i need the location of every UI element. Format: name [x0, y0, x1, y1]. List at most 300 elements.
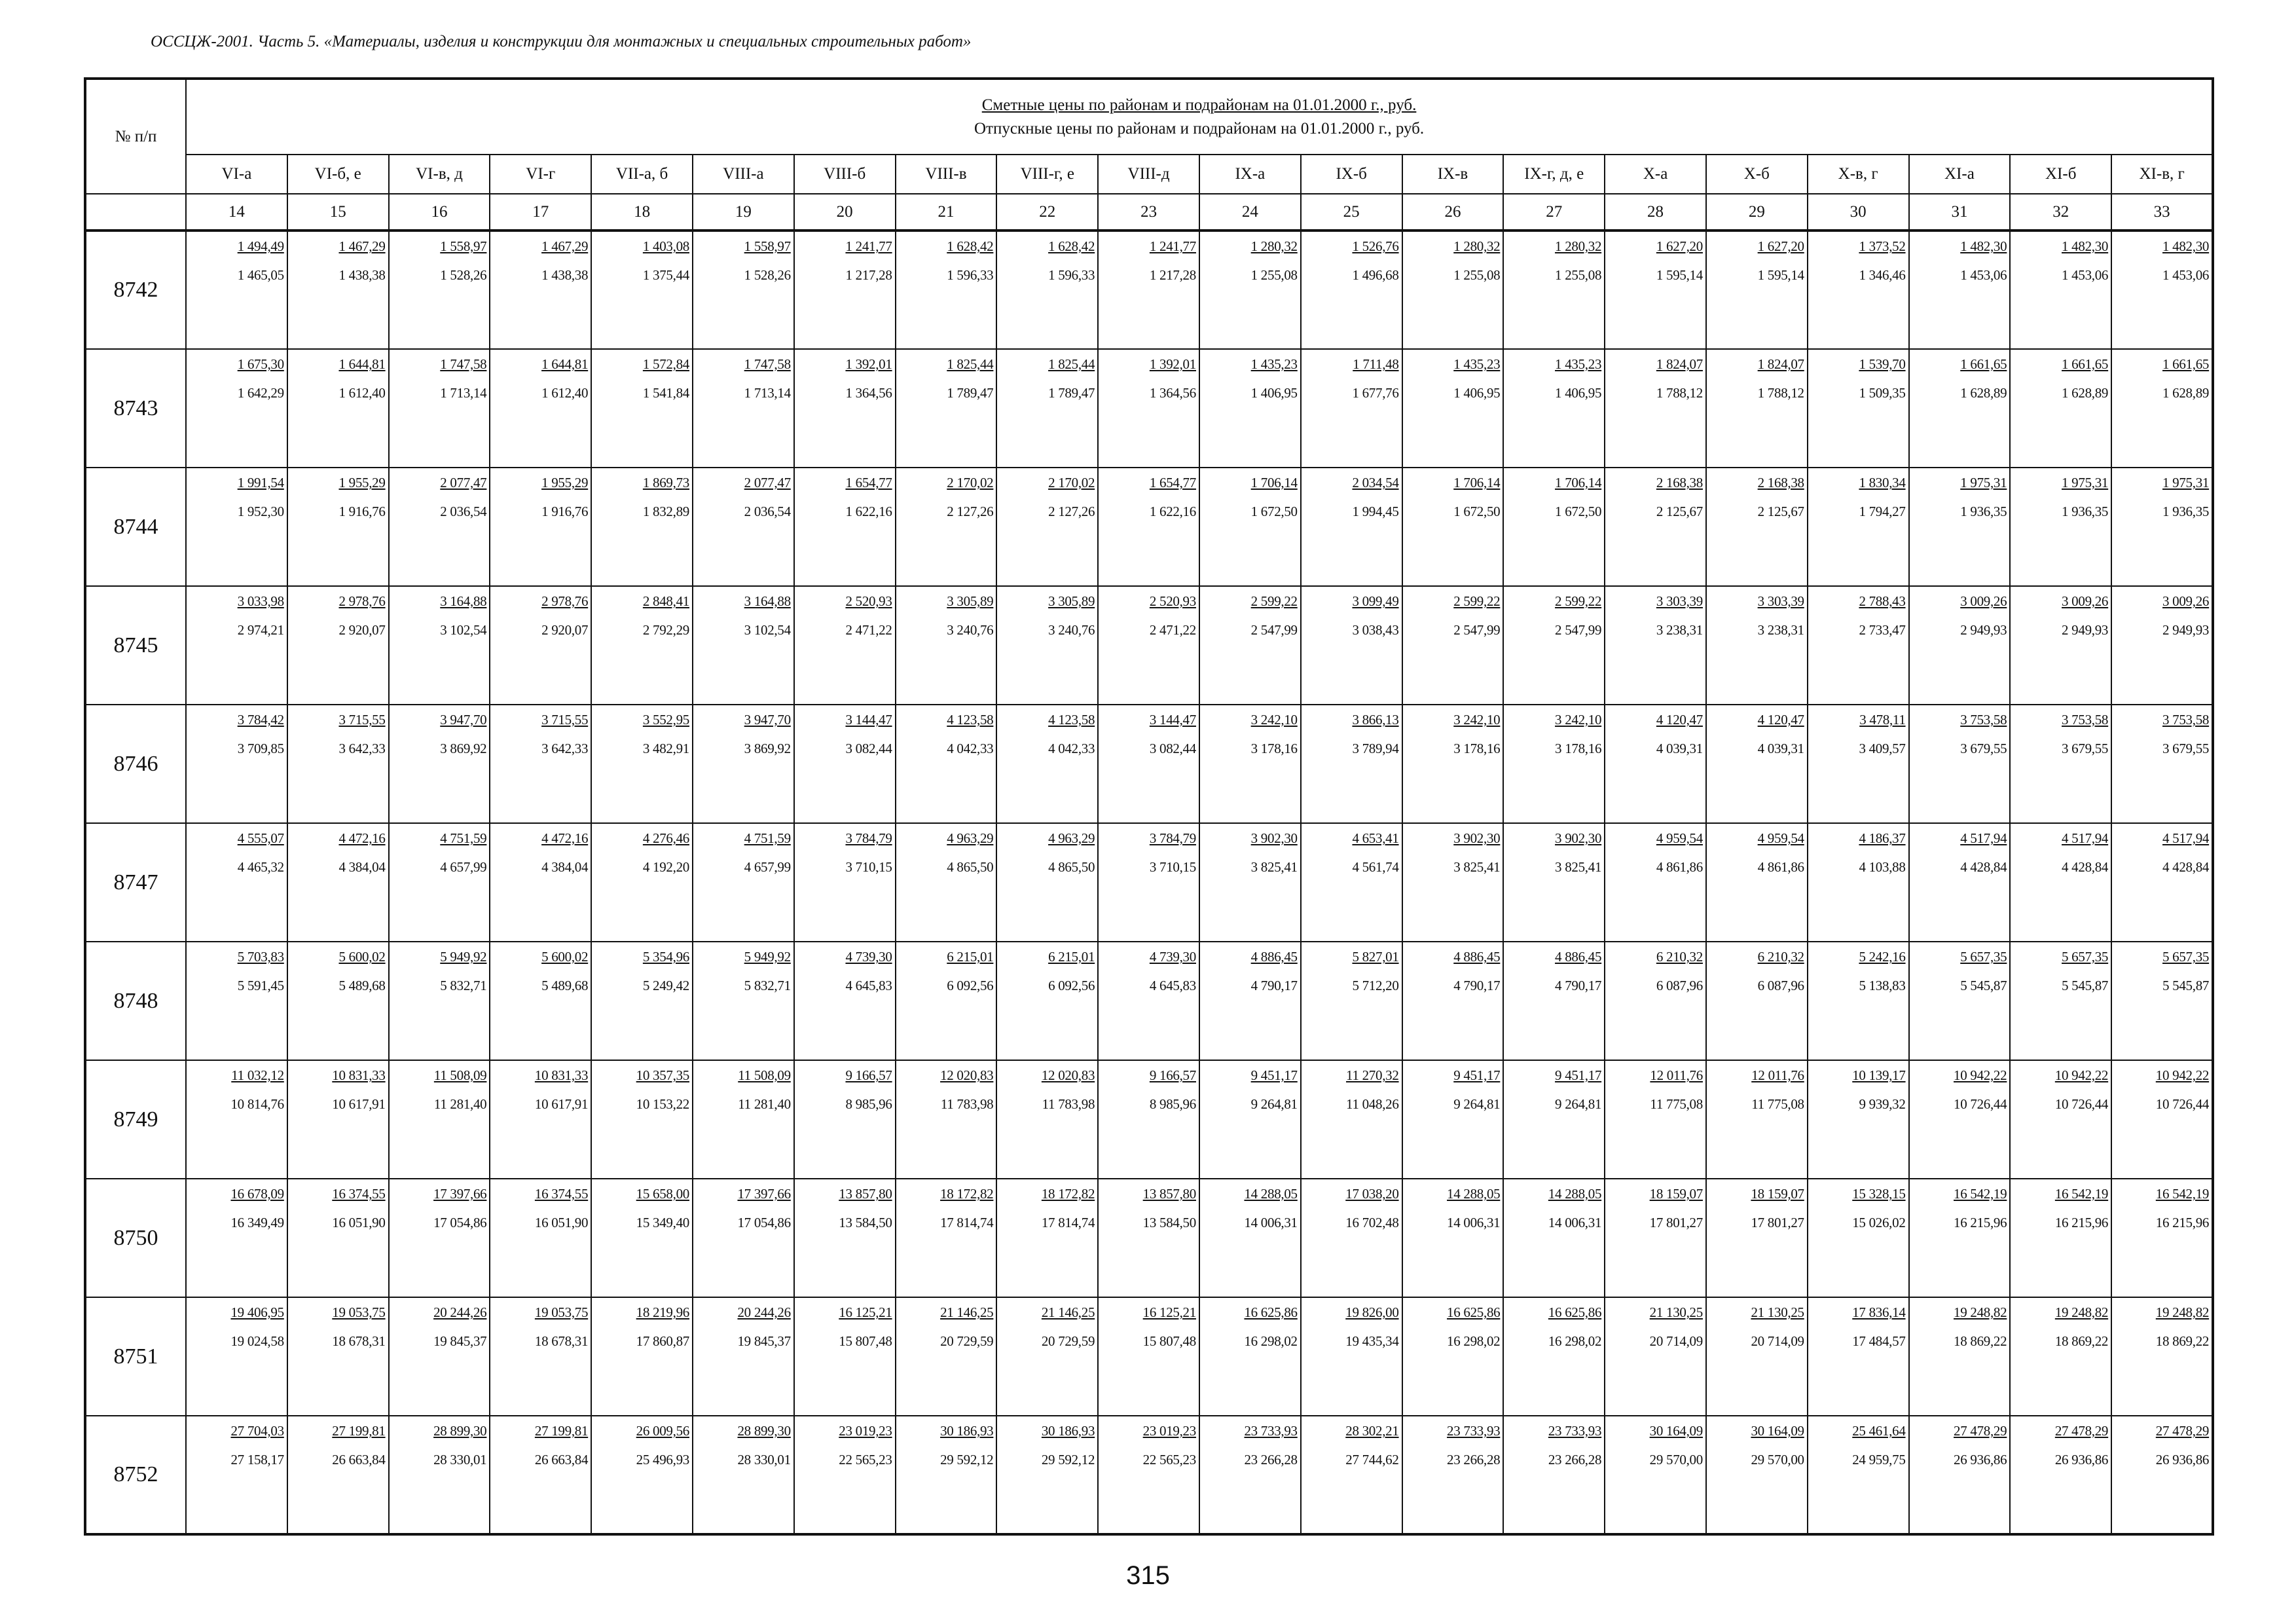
price-cell — [996, 1179, 1098, 1297]
region-header: VI-а — [186, 155, 287, 194]
estimate-price: 16 125,21 — [1142, 1304, 1196, 1320]
price-cell — [794, 468, 896, 586]
release-price: 15 807,48 — [839, 1333, 892, 1349]
price-cell — [896, 1060, 997, 1179]
column-number: 30 — [1808, 194, 1909, 231]
price-cell — [389, 468, 490, 586]
price-cell — [490, 586, 591, 705]
release-price: 1 788,12 — [1757, 385, 1804, 401]
release-price: 9 264,81 — [1453, 1096, 1501, 1112]
release-price: 26 936,86 — [2054, 1452, 2109, 1467]
estimate-price: 1 711,48 — [1353, 356, 1399, 372]
release-price: 5 489,68 — [338, 978, 386, 993]
estimate-price: 20 244,26 — [433, 1304, 487, 1320]
column-numbers-row — [85, 194, 2213, 231]
price-cell — [591, 942, 693, 1060]
release-price: 1 217,28 — [1149, 267, 1196, 283]
release-price: 18 869,22 — [2054, 1333, 2109, 1349]
price-cell — [996, 1416, 1098, 1534]
estimate-price: 10 831,33 — [534, 1067, 589, 1083]
price-cell — [693, 823, 794, 942]
column-number: 31 — [1909, 194, 2011, 231]
price-cell — [896, 586, 997, 705]
estimate-price: 17 397,66 — [433, 1186, 487, 1202]
price-cell — [1808, 823, 1909, 942]
release-price: 4 039,31 — [1757, 741, 1804, 756]
release-price: 3 679,55 — [1960, 741, 2007, 756]
price-cell — [1199, 349, 1301, 468]
release-price: 22 565,23 — [1142, 1452, 1196, 1467]
estimate-price: 1 494,49 — [237, 238, 284, 254]
price-cell — [186, 705, 287, 823]
release-price: 3 038,43 — [1352, 622, 1399, 638]
price-cell — [1909, 1297, 2011, 1416]
price-cell — [287, 231, 389, 349]
release-price: 11 281,40 — [738, 1096, 791, 1112]
price-cell — [186, 586, 287, 705]
region-header: VIII-а — [693, 155, 794, 194]
price-cell — [794, 823, 896, 942]
release-price: 19 435,34 — [1345, 1333, 1399, 1349]
table-row — [85, 705, 2213, 823]
release-price: 13 584,50 — [839, 1215, 892, 1230]
estimate-price: 1 435,23 — [1250, 356, 1298, 372]
price-cell — [389, 823, 490, 942]
rownum-header: № п/п — [85, 79, 186, 194]
release-price: 17 054,86 — [433, 1215, 487, 1230]
price-cell — [1605, 349, 1706, 468]
release-price: 4 645,83 — [845, 978, 892, 993]
estimate-price: 5 949,92 — [744, 949, 791, 965]
price-cell — [996, 231, 1098, 349]
release-price: 15 026,02 — [1852, 1215, 1906, 1230]
estimate-price: 15 658,00 — [636, 1186, 689, 1202]
price-cell — [186, 349, 287, 468]
release-price: 2 920,07 — [541, 622, 589, 638]
column-number: 15 — [287, 194, 389, 231]
region-header: IX-г, д, е — [1503, 155, 1605, 194]
estimate-price: 5 600,02 — [541, 949, 589, 965]
release-price: 1 628,89 — [2162, 385, 2210, 401]
estimate-price: 19 248,82 — [2155, 1304, 2210, 1320]
release-price: 1 642,29 — [237, 385, 284, 401]
release-price: 3 178,16 — [1453, 741, 1501, 756]
estimate-price: 30 186,93 — [1041, 1423, 1095, 1439]
release-price: 10 617,91 — [534, 1096, 589, 1112]
release-price: 1 406,95 — [1250, 385, 1298, 401]
price-cell — [1301, 942, 1402, 1060]
estimate-price: 1 955,29 — [338, 475, 386, 490]
price-cell — [1909, 1060, 2011, 1179]
estimate-price: 5 949,92 — [440, 949, 487, 965]
price-cell — [186, 1416, 287, 1534]
price-cell — [1706, 823, 1808, 942]
release-price: 3 238,31 — [1656, 622, 1703, 638]
table-row — [85, 942, 2213, 1060]
estimate-price: 3 478,11 — [1859, 712, 1906, 728]
release-price: 3 825,41 — [1250, 859, 1298, 875]
estimate-price: 4 751,59 — [744, 830, 791, 846]
colnum-empty — [85, 194, 186, 231]
release-price: 10 617,91 — [332, 1096, 386, 1112]
price-cell — [1503, 823, 1605, 942]
price-cell — [389, 1060, 490, 1179]
estimate-price: 2 848,41 — [642, 593, 689, 609]
price-cell — [1909, 586, 2011, 705]
estimate-price: 4 886,45 — [1453, 949, 1501, 965]
release-price: 1 528,26 — [744, 267, 791, 283]
price-cell — [1605, 1179, 1706, 1297]
estimate-price: 1 558,97 — [440, 238, 487, 254]
table-row — [85, 468, 2213, 586]
release-price: 4 657,99 — [744, 859, 791, 875]
release-price: 1 255,08 — [1250, 267, 1298, 283]
column-number: 24 — [1199, 194, 1301, 231]
release-price: 29 570,00 — [1649, 1452, 1703, 1467]
release-price: 2 125,67 — [1757, 504, 1804, 519]
release-price: 2 125,67 — [1656, 504, 1703, 519]
estimate-price: 16 374,55 — [332, 1186, 386, 1202]
price-cell — [896, 1416, 997, 1534]
price-cell — [591, 705, 693, 823]
estimate-price: 6 215,01 — [1048, 949, 1095, 965]
release-price: 4 790,17 — [1555, 978, 1602, 993]
column-number: 18 — [591, 194, 693, 231]
release-price: 10 153,22 — [636, 1096, 689, 1112]
release-price: 1 789,47 — [947, 385, 994, 401]
price-cell — [896, 823, 997, 942]
release-price: 3 789,94 — [1352, 741, 1399, 756]
estimate-price: 2 170,02 — [1048, 475, 1095, 490]
price-cell — [896, 1297, 997, 1416]
estimate-price: 27 478,29 — [2155, 1423, 2210, 1439]
release-price: 3 679,55 — [2062, 741, 2109, 756]
estimate-price: 16 374,55 — [534, 1186, 589, 1202]
column-number: 22 — [996, 194, 1098, 231]
price-cell — [490, 1297, 591, 1416]
estimate-price: 1 975,31 — [2162, 475, 2210, 490]
price-cell — [1098, 705, 1199, 823]
price-cell — [693, 586, 794, 705]
estimate-price: 1 558,97 — [744, 238, 791, 254]
price-cell — [996, 823, 1098, 942]
release-price: 1 916,76 — [541, 504, 589, 519]
release-price: 2 949,93 — [1960, 622, 2007, 638]
price-cell — [693, 1416, 794, 1534]
price-cell — [896, 468, 997, 586]
price-cell — [389, 942, 490, 1060]
region-header: IX-б — [1301, 155, 1402, 194]
estimate-price: 3 552,95 — [642, 712, 689, 728]
price-cell — [1301, 1179, 1402, 1297]
release-price: 23 266,28 — [1244, 1452, 1298, 1467]
price-cell — [693, 942, 794, 1060]
release-price: 10 726,44 — [2054, 1096, 2109, 1112]
release-price: 1 612,40 — [338, 385, 386, 401]
release-price: 24 959,75 — [1852, 1452, 1906, 1467]
estimate-price: 1 467,29 — [338, 238, 386, 254]
release-price: 14 006,31 — [1244, 1215, 1298, 1230]
price-cell — [2010, 823, 2111, 942]
estimate-price: 4 751,59 — [440, 830, 487, 846]
page-number: 315 — [1126, 1561, 1170, 1590]
estimate-price: 2 170,02 — [947, 475, 994, 490]
estimate-price: 12 020,83 — [1041, 1067, 1095, 1083]
estimate-price: 4 472,16 — [338, 830, 386, 846]
release-price: 5 591,45 — [237, 978, 284, 993]
release-price: 3 869,92 — [440, 741, 487, 756]
release-price: 4 428,84 — [1960, 859, 2007, 875]
price-cell — [2010, 349, 2111, 468]
estimate-price: 1 627,20 — [1757, 238, 1804, 254]
price-cell — [1199, 1060, 1301, 1179]
price-cell — [1301, 823, 1402, 942]
estimate-price: 3 009,26 — [2162, 593, 2210, 609]
release-price: 11 783,98 — [940, 1096, 994, 1112]
table-row — [85, 231, 2213, 349]
price-cell — [1402, 468, 1504, 586]
estimate-price: 9 451,17 — [1250, 1067, 1298, 1083]
region-header: VIII-г, е — [996, 155, 1098, 194]
price-cell — [1808, 705, 1909, 823]
release-price: 1 916,76 — [338, 504, 386, 519]
price-cell — [1098, 1297, 1199, 1416]
price-cell — [1605, 586, 1706, 705]
release-price: 1 496,68 — [1352, 267, 1399, 283]
release-price: 8 985,96 — [1149, 1096, 1196, 1112]
release-price: 1 936,35 — [2162, 504, 2210, 519]
row-number: 8748 — [85, 942, 186, 1060]
estimate-price: 3 784,79 — [845, 830, 892, 846]
estimate-price: 1 661,65 — [1960, 356, 2007, 372]
release-price: 4 103,88 — [1859, 859, 1906, 875]
price-cell — [1098, 942, 1199, 1060]
release-price: 4 790,17 — [1453, 978, 1501, 993]
price-cell — [693, 1179, 794, 1297]
estimate-price: 3 305,89 — [1048, 593, 1095, 609]
estimate-price: 23 733,93 — [1548, 1423, 1602, 1439]
estimate-price: 1 706,14 — [1555, 475, 1602, 490]
estimate-price: 2 978,76 — [541, 593, 589, 609]
release-price: 1 453,06 — [2062, 267, 2109, 283]
estimate-price: 1 482,30 — [2062, 238, 2109, 254]
estimate-price: 21 130,25 — [1649, 1304, 1703, 1320]
price-cell — [1503, 586, 1605, 705]
release-price: 1 406,95 — [1555, 385, 1602, 401]
price-cell — [591, 231, 693, 349]
price-cell — [186, 1179, 287, 1297]
region-header: XI-а — [1909, 155, 2011, 194]
price-cell — [1402, 823, 1504, 942]
price-cell — [1199, 586, 1301, 705]
release-price: 4 861,86 — [1656, 859, 1703, 875]
release-price: 4 561,74 — [1352, 859, 1399, 875]
release-price: 3 240,76 — [947, 622, 994, 638]
estimate-price: 3 902,30 — [1453, 830, 1501, 846]
price-cell — [1909, 705, 2011, 823]
price-cell — [591, 349, 693, 468]
estimate-price: 13 857,80 — [1142, 1186, 1196, 1202]
price-cell — [1706, 1416, 1808, 1534]
release-price: 27 744,62 — [1345, 1452, 1399, 1467]
estimate-price: 3 715,55 — [541, 712, 589, 728]
release-price: 1 952,30 — [237, 504, 284, 519]
release-price: 5 712,20 — [1352, 978, 1399, 993]
estimate-price: 1 435,23 — [1453, 356, 1501, 372]
price-cell — [1402, 1179, 1504, 1297]
release-price: 18 869,22 — [1954, 1333, 2007, 1349]
estimate-price: 16 542,19 — [2054, 1186, 2109, 1202]
price-cell — [287, 942, 389, 1060]
release-price: 15 807,48 — [1142, 1333, 1196, 1349]
estimate-price: 10 942,22 — [2155, 1067, 2210, 1083]
release-price: 1 677,76 — [1352, 385, 1399, 401]
estimate-price: 2 978,76 — [338, 593, 386, 609]
release-price: 2 733,47 — [1859, 622, 1906, 638]
price-cell — [287, 586, 389, 705]
estimate-price: 4 186,37 — [1859, 830, 1906, 846]
release-price: 2 036,54 — [440, 504, 487, 519]
price-cell — [794, 1297, 896, 1416]
release-price: 3 482,91 — [642, 741, 689, 756]
estimate-price: 2 168,38 — [1757, 475, 1804, 490]
estimate-price: 5 657,35 — [2162, 949, 2210, 965]
table-title-cell — [186, 79, 2213, 155]
estimate-price: 1 241,77 — [845, 238, 892, 254]
price-cell — [1199, 705, 1301, 823]
estimate-price: 4 120,47 — [1757, 712, 1804, 728]
estimate-price: 2 788,43 — [1859, 593, 1906, 609]
release-price: 1 453,06 — [1960, 267, 2007, 283]
price-cell — [1909, 942, 2011, 1060]
estimate-price: 2 599,22 — [1555, 593, 1602, 609]
row-number: 8747 — [85, 823, 186, 942]
estimate-price: 4 120,47 — [1656, 712, 1703, 728]
release-price: 1 375,44 — [642, 267, 689, 283]
release-price: 2 547,99 — [1453, 622, 1501, 638]
price-cell — [1402, 705, 1504, 823]
estimate-price: 4 959,54 — [1757, 830, 1804, 846]
estimate-price: 4 517,94 — [1960, 830, 2007, 846]
price-cell — [1301, 1060, 1402, 1179]
release-price: 6 092,56 — [1048, 978, 1095, 993]
estimate-price: 3 753,58 — [2062, 712, 2109, 728]
release-price: 2 127,26 — [947, 504, 994, 519]
price-cell — [2010, 1179, 2111, 1297]
estimate-price: 1 482,30 — [2162, 238, 2210, 254]
release-price: 5 545,87 — [2162, 978, 2210, 993]
estimate-price: 13 857,80 — [839, 1186, 892, 1202]
release-price: 1 255,08 — [1555, 267, 1602, 283]
price-cell — [591, 586, 693, 705]
region-header: XI-в, г — [2111, 155, 2213, 194]
price-cell — [389, 705, 490, 823]
release-price: 20 729,59 — [940, 1333, 994, 1349]
release-price: 4 384,04 — [338, 859, 386, 875]
price-cell — [1909, 231, 2011, 349]
price-cell — [1199, 1297, 1301, 1416]
price-cell — [287, 1179, 389, 1297]
table-row — [85, 586, 2213, 705]
regions-header-row — [85, 155, 2213, 194]
estimate-price: 16 678,09 — [230, 1186, 284, 1202]
table-row — [85, 1060, 2213, 1179]
column-number: 25 — [1301, 194, 1402, 231]
release-price: 4 861,86 — [1757, 859, 1804, 875]
price-cell — [186, 823, 287, 942]
price-cell — [693, 1060, 794, 1179]
estimate-price: 1 654,77 — [845, 475, 892, 490]
column-number: 14 — [186, 194, 287, 231]
price-cell — [490, 942, 591, 1060]
price-cell — [1098, 586, 1199, 705]
release-price: 4 042,33 — [1048, 741, 1095, 756]
estimate-price: 28 899,30 — [737, 1423, 791, 1439]
release-price: 3 709,85 — [237, 741, 284, 756]
estimate-price: 16 542,19 — [1954, 1186, 2007, 1202]
price-cell — [1706, 1060, 1808, 1179]
release-price: 1 596,33 — [1048, 267, 1095, 283]
region-header: XI-б — [2010, 155, 2111, 194]
price-cell — [389, 1416, 490, 1534]
estimate-price: 1 628,42 — [947, 238, 994, 254]
price-cell — [1605, 705, 1706, 823]
price-cell — [490, 1416, 591, 1534]
release-price: 5 545,87 — [1960, 978, 2007, 993]
price-cell — [2111, 349, 2213, 468]
price-cell — [1301, 586, 1402, 705]
price-cell — [1808, 1416, 1909, 1534]
price-cell — [490, 823, 591, 942]
estimate-price: 18 159,07 — [1751, 1186, 1804, 1202]
estimate-price: 1 644,81 — [338, 356, 386, 372]
release-price: 6 092,56 — [947, 978, 994, 993]
price-cell — [1199, 1416, 1301, 1534]
release-price: 1 596,33 — [947, 267, 994, 283]
estimate-price: 2 077,47 — [744, 475, 791, 490]
price-cell — [2111, 1179, 2213, 1297]
price-cell — [186, 231, 287, 349]
price-cell — [287, 1416, 389, 1534]
estimate-price: 1 830,34 — [1859, 475, 1906, 490]
column-number: 16 — [389, 194, 490, 231]
estimate-price: 3 947,70 — [744, 712, 791, 728]
column-number: 27 — [1503, 194, 1605, 231]
estimate-price: 1 539,70 — [1859, 356, 1906, 372]
estimate-price: 23 733,93 — [1447, 1423, 1501, 1439]
release-price: 1 788,12 — [1656, 385, 1703, 401]
estimate-price: 27 478,29 — [2054, 1423, 2109, 1439]
estimate-price: 27 704,03 — [230, 1423, 284, 1439]
estimate-price: 1 654,77 — [1149, 475, 1196, 490]
estimate-price: 3 753,58 — [2162, 712, 2210, 728]
estimate-price: 1 824,07 — [1656, 356, 1703, 372]
estimate-price: 4 555,07 — [237, 830, 284, 846]
release-price: 17 860,87 — [636, 1333, 689, 1349]
release-price: 16 215,96 — [2155, 1215, 2210, 1230]
release-price: 4 865,50 — [947, 859, 994, 875]
release-price: 4 645,83 — [1149, 978, 1196, 993]
price-cell — [287, 705, 389, 823]
release-price: 17 054,86 — [737, 1215, 791, 1230]
release-price: 2 920,07 — [338, 622, 386, 638]
estimate-price: 1 975,31 — [2062, 475, 2109, 490]
release-price: 26 663,84 — [332, 1452, 386, 1467]
estimate-price: 3 305,89 — [947, 593, 994, 609]
price-cell — [490, 349, 591, 468]
release-price: 4 865,50 — [1048, 859, 1095, 875]
price-cell — [1706, 705, 1808, 823]
